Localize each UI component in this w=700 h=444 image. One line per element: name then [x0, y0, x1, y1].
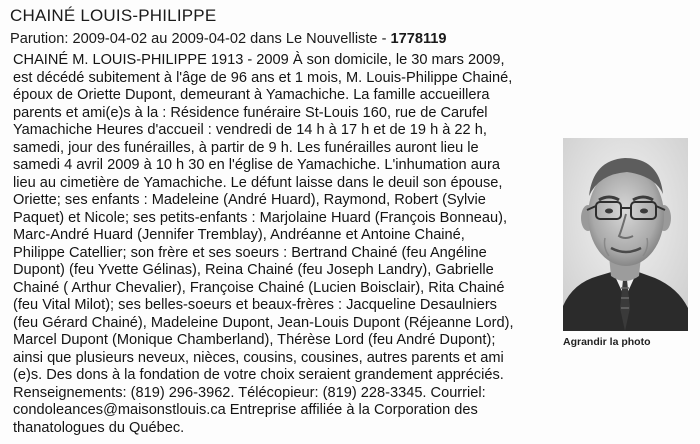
enlarge-photo-link[interactable]: Agrandir la photo: [563, 336, 651, 348]
obituary-line: Marc-André Huard (Jennifer Tremblay), Andréanne et Antoine Chainé,: [13, 227, 465, 243]
obituary-line: Philippe Catellier; son frère et ses soeurs : Bertrand Chainé (feu Angéline: [13, 244, 487, 261]
obituary-line: samedi, jour des funérailles, à partir de 9 h. Les funérailles auront lieu le: [13, 139, 479, 156]
publication-text: Parution: 2009-04-02 au 2009-04-02 dans Le Nouvelliste -: [10, 31, 391, 47]
obituary-text: [13, 52, 561, 437]
obituary-line: CHAINÉ M. LOUIS-PHILIPPE 1913 - 2009 À son domicile, le 30 mars 2009,: [13, 52, 505, 68]
obituary-line: Chainé ( Arthur Chevalier), Françoise Chainé (Lucien Boisclair), Rita Chainé: [13, 279, 505, 296]
obituary-line: ainsi que plusieurs neveux, nièces, cousins, cousines, autres parents et ami: [13, 349, 504, 366]
obituary-line: Paquet) et Nicole; ses petits-enfants : Marjolaine Huard (François Bonneau),: [13, 209, 507, 226]
obituary-line: (e)s. Des dons à la fondation de votre choix seraient grandement appréciés.: [13, 367, 504, 383]
obituary-line: Renseignements: (819) 296-3962. Télécopieur: (819) 228-3345. Courriel:: [13, 384, 486, 401]
obituary-line: Marcel Dupont (Monique Chamberland), Thérèse Lord (feu André Dupont);: [13, 332, 496, 348]
obituary-line: thanatologues du Québec.: [13, 419, 185, 436]
obituary-line: parents et ami(e)s à la : Résidence funéraire St-Louis 160, rue de Carufel: [13, 104, 488, 121]
portrait-photo[interactable]: [563, 138, 688, 331]
obituary-line: condoleances@maisonstlouis.ca Entreprise affiliée à la Corporation des: [13, 402, 478, 418]
obituary-line: Oriette; ses enfants : Madeleine (André Huard), Raymond, Robert (Sylvie: [13, 192, 486, 208]
obituary-line: Yamachiche Heures d'accueil : vendredi de 14 h à 17 h et de 19 h à 22 h,: [13, 122, 487, 138]
obituary-line: samedi 4 avril 2009 à 10 h 30 en l'église de Yamachiche. L'inhumation aura: [13, 157, 500, 173]
portrait-image: [563, 138, 688, 331]
obituary-line: (feu Gérard Chainé), Madeleine Dupont, Jean-Louis Dupont (Réjeanne Lord),: [13, 314, 514, 331]
publication-info: [10, 31, 447, 47]
obituary-line: Dupont) (feu Yvette Gélinas), Reina Chainé (feu Joseph Landry), Gabrielle: [13, 262, 494, 278]
obituary-line: époux de Oriette Dupont, demeurant à Yamachiche. La famille accueillera: [13, 87, 490, 103]
obituary-line: lieu au cimetière de Yamachiche. Le défunt laisse dans le deuil son épouse,: [13, 174, 503, 191]
obituary-line: (feu Vital Milot); ses belles-soeurs et beaux-frères : Jacqueline Desaulniers: [13, 297, 497, 313]
deceased-name-heading: CHAINÉ LOUIS-PHILIPPE: [10, 6, 217, 25]
obituary-line: est décédé subitement à l'âge de 96 ans et 1 mois, M. Louis-Philippe Chainé,: [13, 69, 513, 86]
reference-number: 1778119: [390, 31, 447, 47]
